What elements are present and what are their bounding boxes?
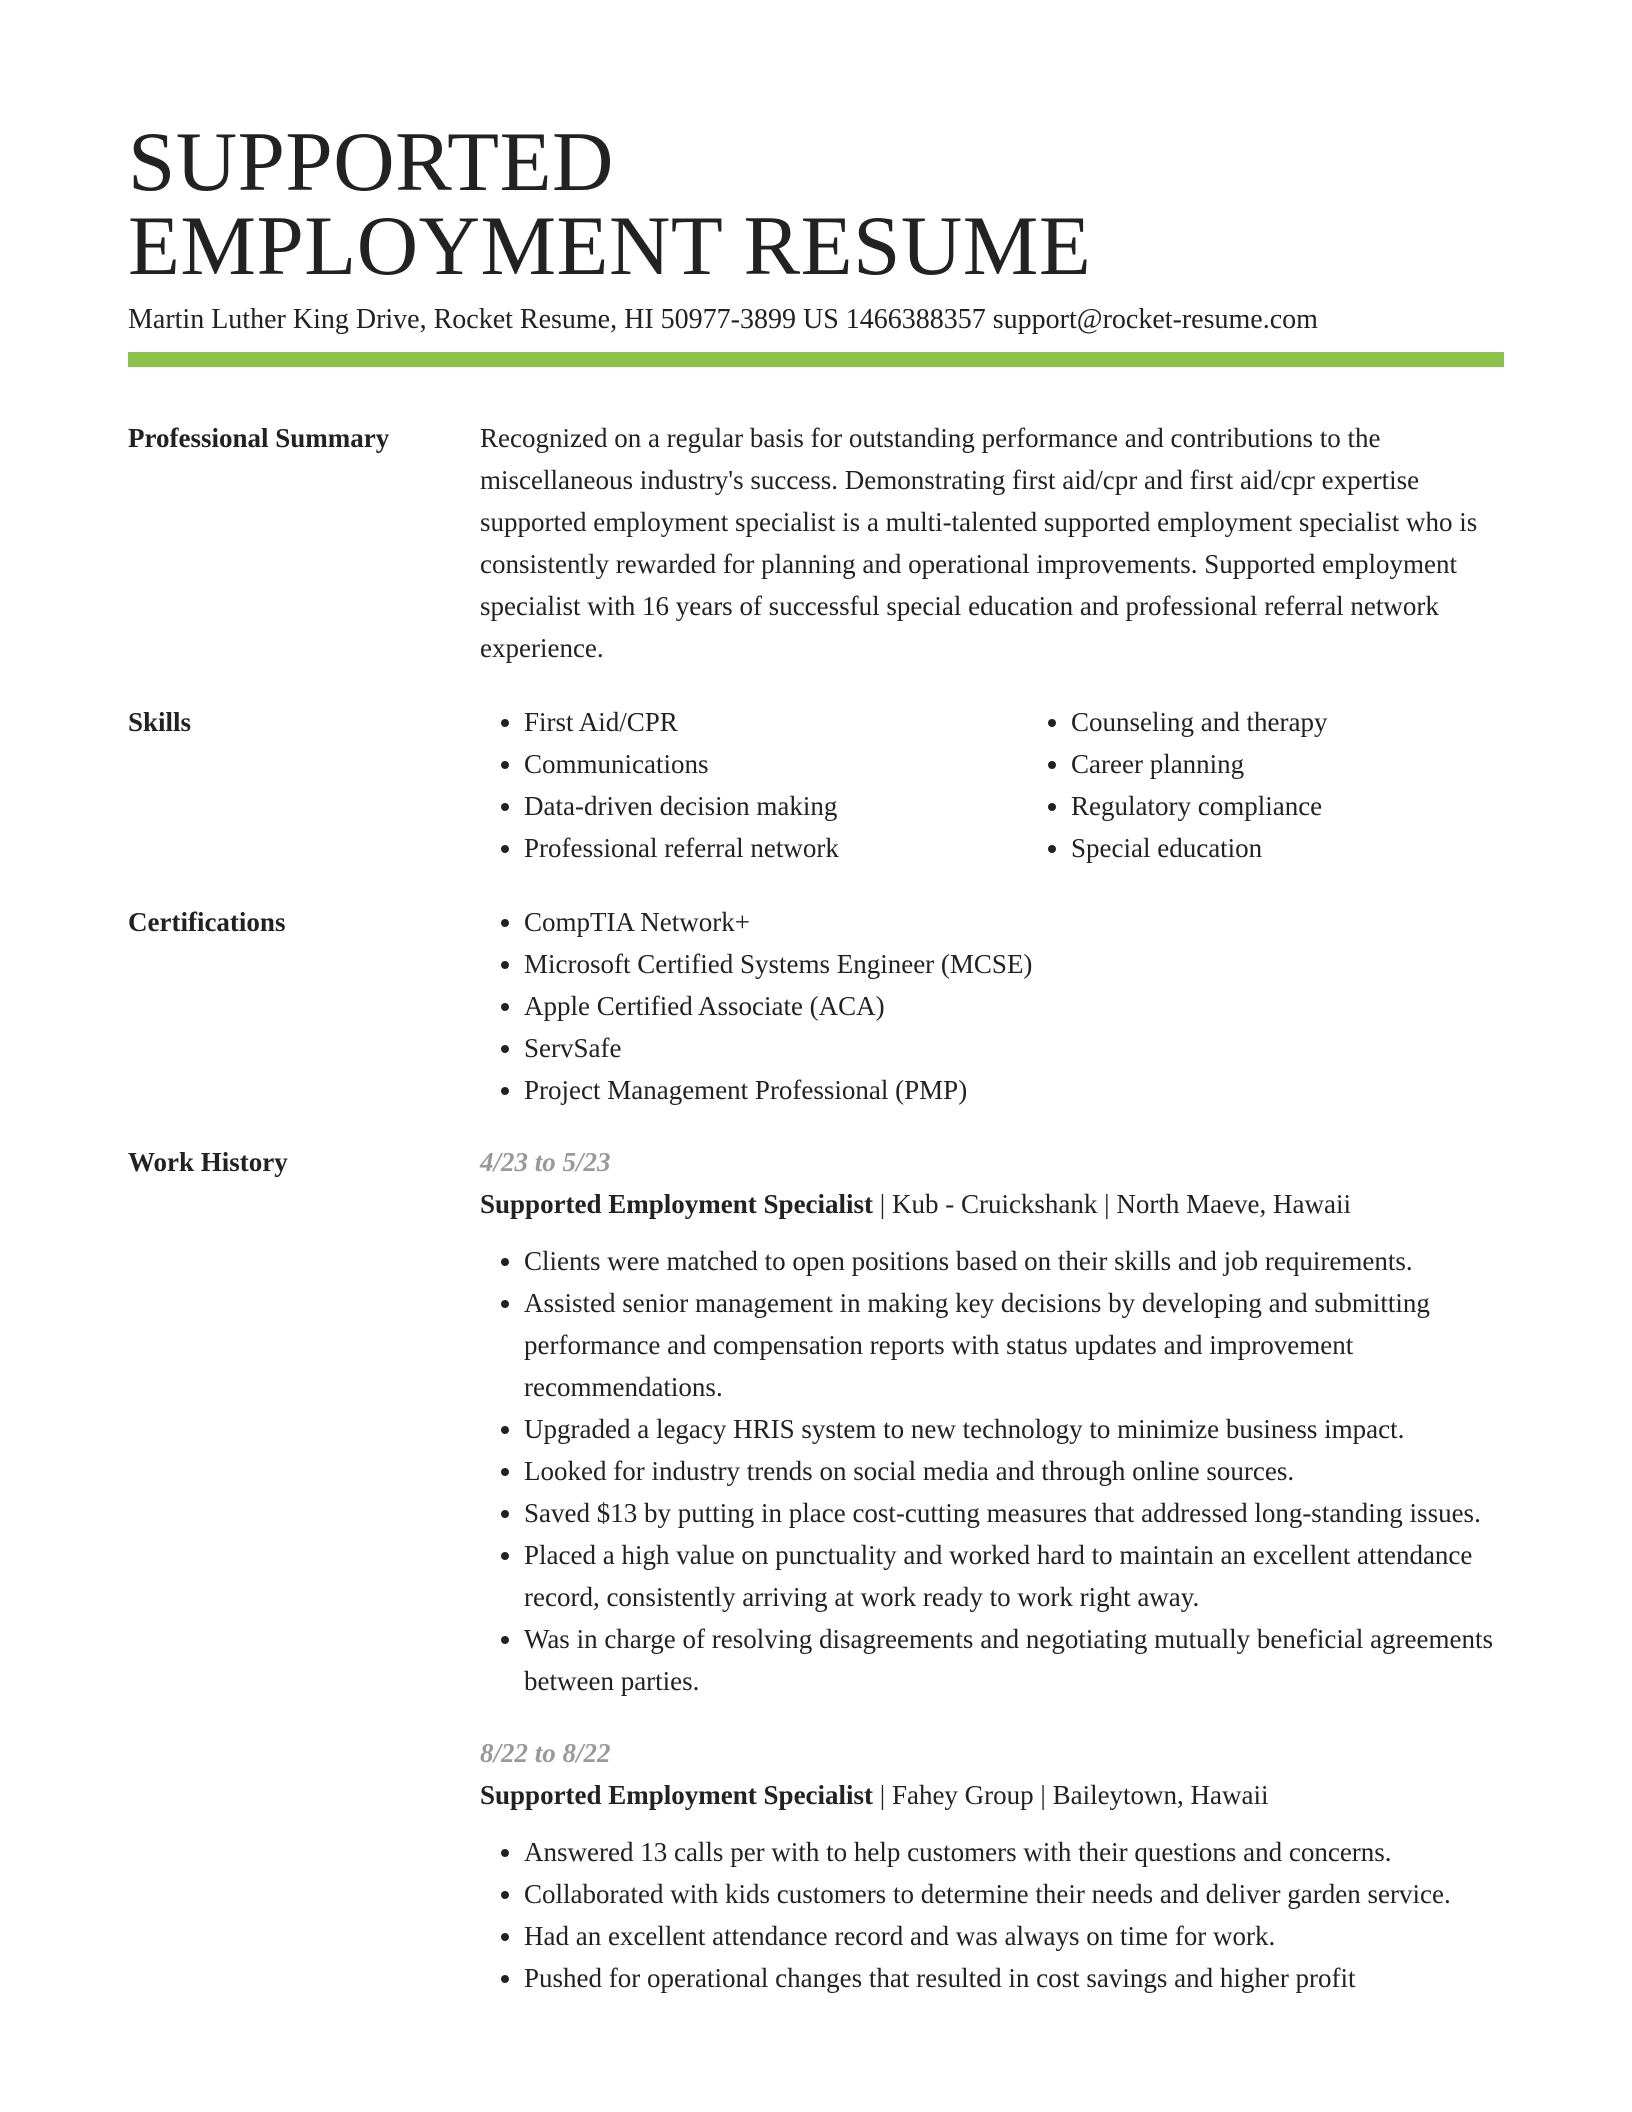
job-entry [480, 1141, 1504, 1702]
skills-label: Skills [128, 707, 192, 737]
summary-text: Recognized on a regular basis for outstanding performance and contributions to the miscellaneous industry's success. Demonstrating first aid/cpr and first aid/cpr expertise supported employment specialist is a multi-talented supported employment specialist who is consistently rewarded for planning and operational improvements. Supported employment specialist with 16 years of successful special education and professional referral network experience. [480, 423, 1478, 663]
certification-item: • CompTIA Network+ [524, 901, 1504, 943]
certification-item: • ServSafe [524, 1027, 1504, 1069]
resume-title [128, 115, 1504, 293]
certification-item: • Apple Certified Associate (ACA) [524, 985, 1504, 1027]
skills-list-left [480, 701, 984, 869]
job-bullet: • Collaborated with kids customers to determine their needs and deliver garden service. [524, 1873, 1504, 1915]
skill-item: • Special education [1071, 827, 1531, 869]
job-bullet: • Saved $13 by putting in place cost-cutting measures that addressed long-standing issues. [524, 1492, 1504, 1534]
work-history-section [128, 1141, 1504, 1999]
job-bullet: • Upgraded a legacy HRIS system to new technology to minimize business impact. [524, 1408, 1504, 1450]
skills-list-right [1027, 701, 1531, 869]
job-heading [480, 1183, 1504, 1225]
job-bullet: • Looked for industry trends on social media and through online sources. [524, 1450, 1504, 1492]
skill-item: • Data-driven decision making [524, 785, 984, 827]
job-dates: 4/23 to 5/23 [480, 1147, 611, 1177]
contact-phone: 1466388357 [845, 304, 986, 335]
job-bullets [480, 1831, 1504, 1999]
job-details: | Fahey Group | Baileytown, Hawaii [873, 1780, 1269, 1810]
certifications-body [480, 901, 1504, 1111]
contact-line [128, 300, 1504, 340]
job-bullets [480, 1240, 1504, 1702]
job-bullet: • Was in charge of resolving disagreements and negotiating mutually beneficial agreements between parties. [524, 1618, 1504, 1702]
certifications-list [480, 901, 1504, 1111]
header-divider [128, 352, 1504, 367]
resume-title-line1: SUPPORTED [128, 115, 614, 209]
job-details: | Kub - Cruickshank | North Maeve, Hawaii [873, 1189, 1351, 1219]
resume-title-line2: EMPLOYMENT RESUME [128, 199, 1092, 293]
skill-item: • Communications [524, 743, 984, 785]
certifications-section [128, 901, 1504, 1111]
skill-item: • Counseling and therapy [1071, 701, 1531, 743]
job-bullet: • Answered 13 calls per with to help customers with their questions and concerns. [524, 1831, 1504, 1873]
job-bullet: • Placed a high value on punctuality and worked hard to maintain an excellent attendance record, consistently arriving at work ready to work right away. [524, 1534, 1504, 1618]
skill-item: • Professional referral network [524, 827, 984, 869]
skill-item: • Career planning [1071, 743, 1531, 785]
job-bullet: • Had an excellent attendance record and was always on time for work. [524, 1915, 1504, 1957]
skill-item: • Regulatory compliance [1071, 785, 1531, 827]
certification-item: • Microsoft Certified Systems Engineer (MCSE) [524, 943, 1504, 985]
work-history-body [480, 1141, 1504, 1999]
job-bullet: • Assisted senior management in making key decisions by developing and submitting performance and compensation reports with status updates and improvement recommendations. [524, 1282, 1504, 1408]
job-dates: 8/22 to 8/22 [480, 1738, 611, 1768]
summary-label: Professional Summary [128, 423, 390, 453]
summary-section [128, 417, 1504, 669]
job-title: Supported Employment Specialist [480, 1189, 874, 1219]
job-bullet: • Pushed for operational changes that resulted in cost savings and higher profit [524, 1957, 1504, 1999]
job-entry [480, 1732, 1504, 1999]
contact-address: Martin Luther King Drive, Rocket Resume, HI 50977-3899 US [128, 304, 839, 335]
job-bullet: • Clients were matched to open positions based on their skills and job requirements. [524, 1240, 1504, 1282]
skills-columns [480, 701, 1531, 869]
job-heading [480, 1774, 1504, 1816]
skills-section [128, 701, 1504, 869]
resume-page [128, 115, 1504, 1999]
certification-item: • Project Management Professional (PMP) [524, 1069, 1504, 1111]
contact-email: support@rocket-resume.com [992, 304, 1318, 335]
work-history-label: Work History [128, 1147, 288, 1177]
job-title: Supported Employment Specialist [480, 1780, 874, 1810]
certifications-label: Certifications [128, 907, 286, 937]
skill-item: • First Aid/CPR [524, 701, 984, 743]
